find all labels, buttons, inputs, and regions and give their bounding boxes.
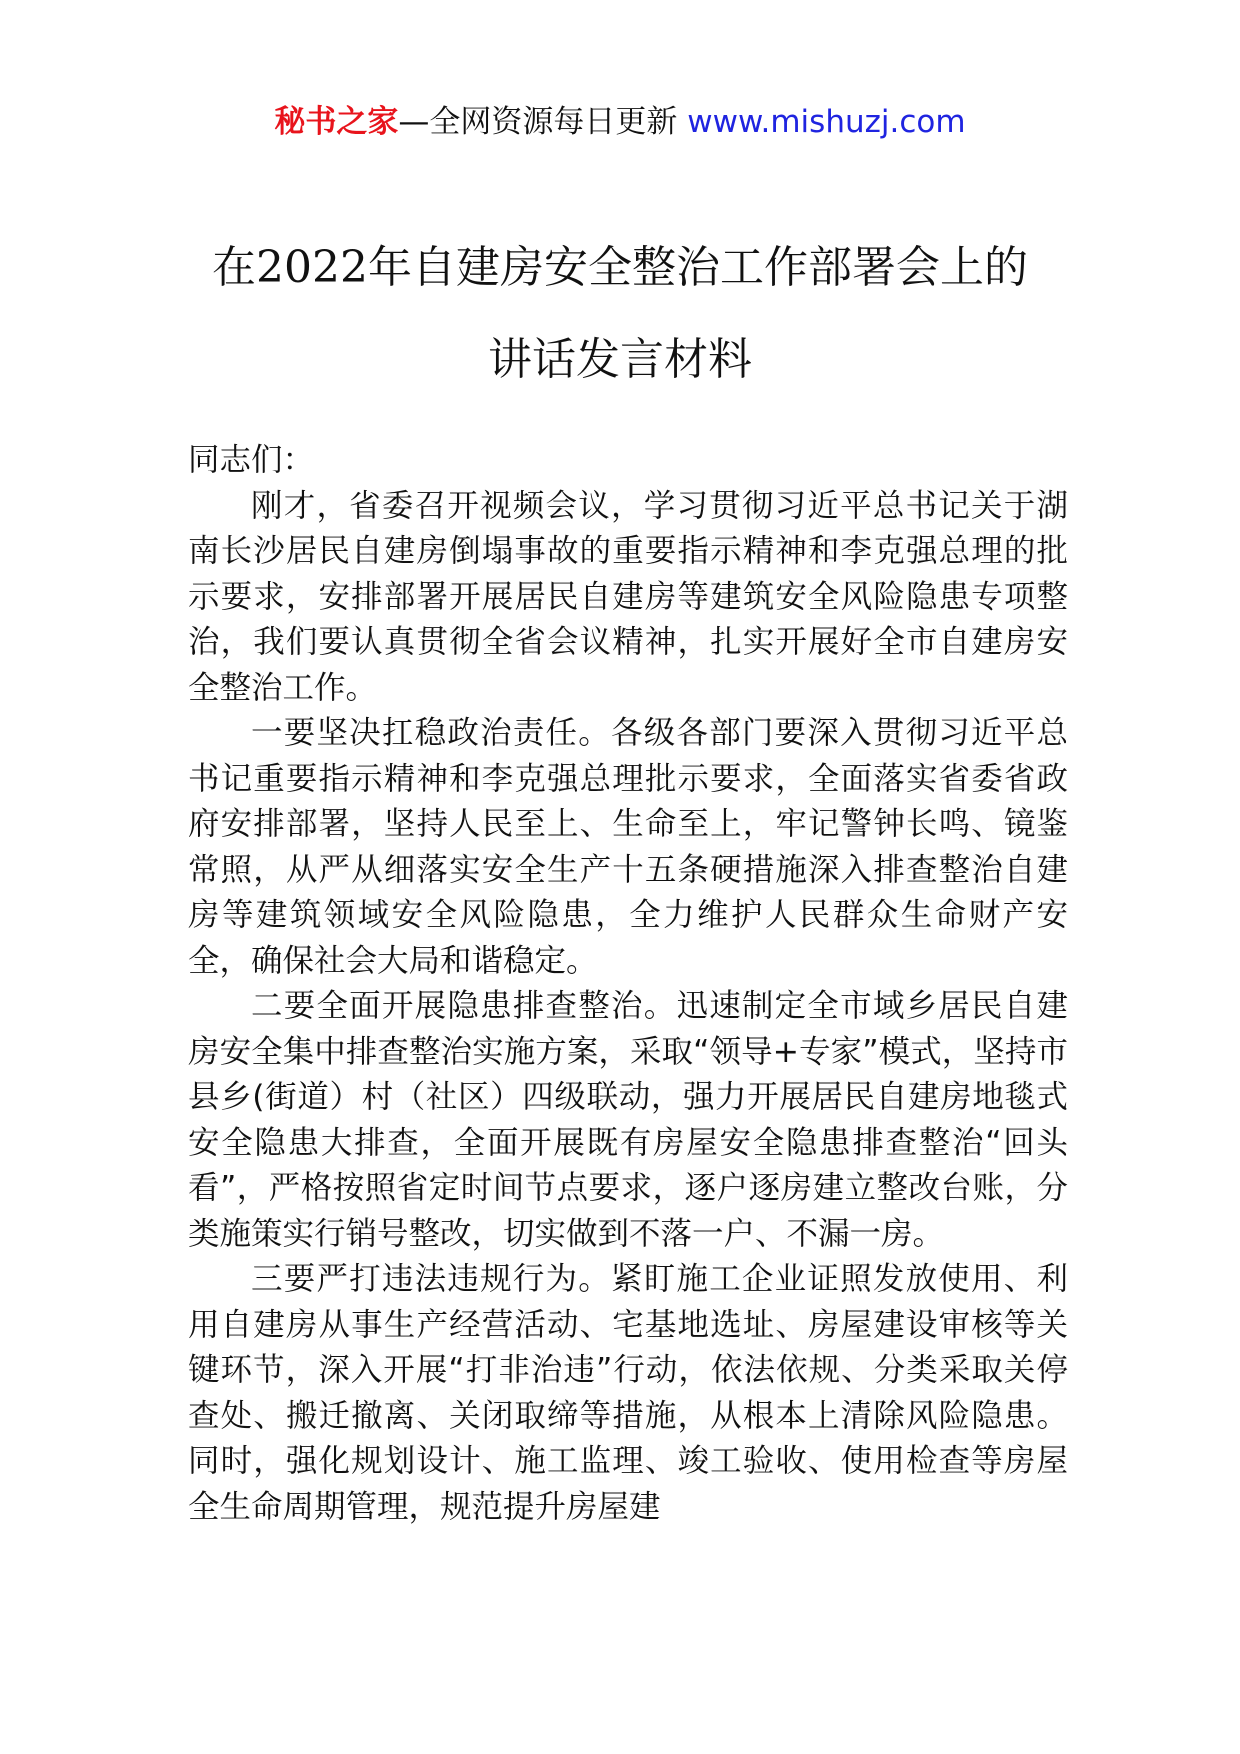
title-line-2: 讲话发言材料 (488, 334, 752, 385)
paragraph-point-2: 二要全面开展隐患排查整治。迅速制定全市域乡居民自建房安全集中排查整治实施方案，采取“领导+专家”模式，坚持市县乡(街道）村（社区）四级联动，强力开展居民自建房地毯式安全隐患大排查，全面开展既有房屋安全隐患排查整治“回头看”，严格按照省定时间节点要求，逐户逐房建立整改台账，分类施策实行销号整改，切实做到不落一户、不漏一房。 (188, 988, 1068, 1252)
title-line-1: 在2022年自建房安全整治工作部署会上的 (212, 242, 1028, 293)
paragraph-point-1: 一要坚决扛稳政治责任。各级各部门要深入贯彻习近平总书记重要指示精神和李克强总理批示要求，全面落实省委省政府安排部署，坚持人民至上、生命至上，牢记警钟长鸣、镜鉴常照，从严从细落实安全生产十五条硬措施深入排查整治自建房等建筑领域安全风险隐患，全力维护人民群众生命财产安全，确保社会大局和谐稳定。 (188, 715, 1068, 979)
salutation: 同志们： (188, 442, 315, 478)
document-title (100, 222, 1140, 406)
document-body (188, 438, 1068, 1530)
paragraph-point-3: 三要严打违法违规行为。紧盯施工企业证照发放使用、利用自建房从事生产经营活动、宅基地选址、房屋建设审核等关键环节，深入开展“打非治违”行动，依法依规、分类采取关停查处、搬迁撤离、关闭取缔等措施，从根本上清除风险隐患。同时，强化规划设计、施工监理、竣工验收、使用检查等房屋全生命周期管理，规范提升房屋建 (188, 1261, 1068, 1525)
header-url-link[interactable]: www.mishuzj.com (687, 104, 966, 140)
header-tagline: —全网资源每日更新 (398, 104, 688, 140)
site-header (0, 100, 1240, 144)
brand-name: 秘书之家 (274, 104, 399, 140)
paragraph-intro: 刚才，省委召开视频会议，学习贯彻习近平总书记关于湖南长沙居民自建房倒塌事故的重要指示精神和李克强总理的批示要求，安排部署开展居民自建房等建筑安全风险隐患专项整治，我们要认真贯彻全省会议精神，扎实开展好全市自建房安全整治工作。 (188, 487, 1068, 706)
